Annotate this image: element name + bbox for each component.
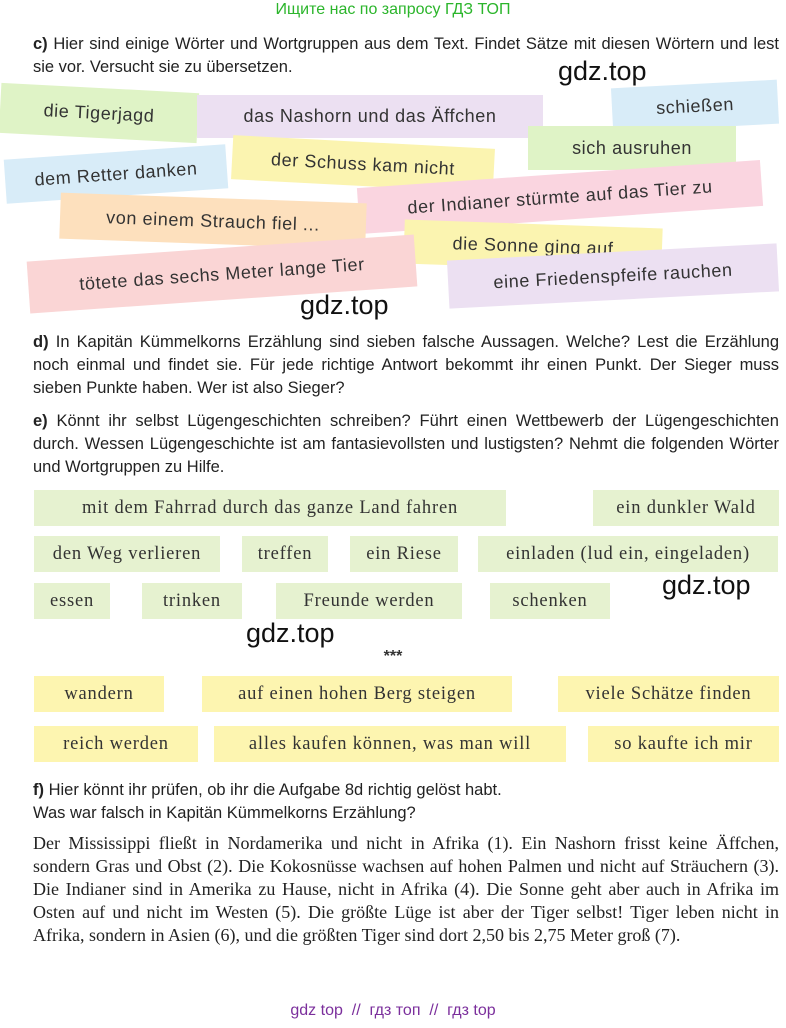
top-banner[interactable]: Ищите нас по запросу ГДЗ ТОП [275,1,511,18]
watermark: gdz.top [558,56,647,86]
word-treffen: treffen [242,536,328,572]
section-c-instructions [33,33,779,79]
watermark: gdz.top [246,618,335,648]
section-e-letter: e) [33,412,48,430]
separator-stars: *** [383,648,403,665]
section-e-instructions [33,410,779,479]
section-f-letter: f) [33,781,44,799]
card-schiessen: schießen [611,80,779,133]
word-trinken: trinken [142,583,242,619]
section-f-line1: Hier könnt ihr prüfen, ob ihr die Aufgabe 8d richtig gelöst habt. [44,781,502,799]
word-einladen: einladen (lud ein, eingeladen) [478,536,778,572]
section-c-letter: c) [33,35,48,53]
footer-link[interactable]: gdz top // гдз топ // гдз top [290,1002,496,1019]
word-weg: den Weg verlieren [34,536,220,572]
story-text: Der Mississippi fließt in Nordamerika und nicht in Afrika (1). Ein Nashorn frisst keine Äffchen, sondern Gras und Obst (2). Die Kokosnüsse wachsen auf hohen Palmen und nicht auf Sträuchern (3). Die Indianer sind in Amerika zu Hause, nicht in Afrika (4). Die Sonne geht aber auch in Afrika im Osten auf und nicht im Westen (5). Die größte Lüge ist aber der Tiger selbst! Tiger leben nicht in Afrika, sondern in Asien (6), und die größten Tiger sind dort 2,50 bis 2,75 Meter groß (7). [33,833,779,945]
word-kaufen: alles kaufen können, was man will [214,726,566,762]
word-fahrrad: mit dem Fahrrad durch das ganze Land fahren [34,490,506,526]
card-ausruhen: sich ausruhen [528,126,736,170]
card-friedenspfeife: eine Friedenspfeife rauchen [447,243,779,308]
word-essen: essen [34,583,110,619]
word-kaufte: so kaufte ich mir [588,726,779,762]
card-indianer: der Indianer stürmte auf das Tier zu [357,160,763,234]
word-wald: ein dunkler Wald [593,490,779,526]
card-nashorn: das Nashorn und das Äffchen [197,95,543,138]
section-c-text: Hier sind einige Wörter und Wortgruppen aus dem Text. Findet Sätze mit diesen Wörtern und lest sie vor. Versucht sie zu übersetzen. [33,35,779,76]
word-berg: auf einen hohen Berg steigen [202,676,512,712]
card-retter: dem Retter danken [4,144,229,203]
card-tigerjagd: die Tigerjagd [0,83,199,143]
word-reich: reich werden [34,726,198,762]
section-d-instructions [33,331,779,400]
section-d-text: In Kapitän Kümmelkorns Erzählung sind sieben falsche Aussagen. Welche? Lest die Erzählung noch einmal und findet sie. Für jede richtige Antwort bekommt ihr einen Punkt. Der Sieger muss sieben Punkte haben. Wer ist also Sieger? [33,333,779,397]
card-schuss: der Schuss kam nicht [231,135,495,193]
section-f-line2: Was war falsch in Kapitän Kümmelkorns Erzählung? [33,804,416,822]
card-strauch: von einem Strauch fiel ... [59,193,366,250]
card-sonne: die Sonne ging auf [403,220,662,273]
word-schenken: schenken [490,583,610,619]
word-wandern: wandern [34,676,164,712]
word-riese: ein Riese [350,536,458,572]
word-freunde: Freunde werden [276,583,462,619]
word-schaetze: viele Schätze finden [558,676,779,712]
section-f-instructions [33,779,779,825]
watermark: gdz.top [300,290,389,320]
section-e-text: Könnt ihr selbst Lügengeschichten schreiben? Führt einen Wettbewerb der Lügengeschichten durch. Wessen Lügengeschichte ist am fantasievollsten und lustigsten? Nehmt die folgenden Wörter und Wortgruppen zu Hilfe. [33,412,779,476]
card-toetete: tötete das sechs Meter lange Tier [27,235,418,314]
section-d-letter: d) [33,333,49,351]
watermark: gdz.top [662,570,751,600]
